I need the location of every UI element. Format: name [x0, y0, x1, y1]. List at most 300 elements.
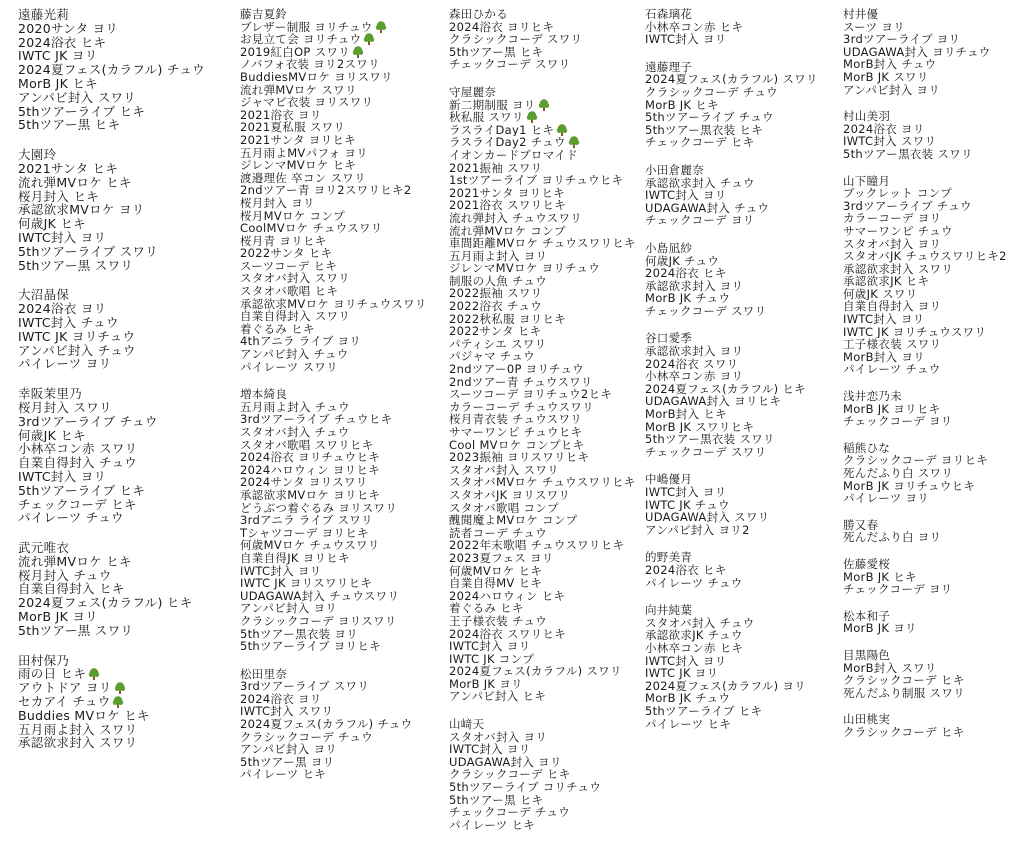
card-entry-text: IWTC JK ヨリ: [18, 49, 98, 64]
card-entry: [240, 71, 446, 84]
card-entry: [449, 502, 641, 515]
card-entry: [449, 640, 641, 653]
card-entry: [843, 622, 1024, 635]
card-entry: [645, 617, 838, 630]
card-entry: [18, 91, 232, 105]
card-entry-text: 5thツアー黒衣装 スワリ: [843, 147, 973, 161]
card-entry: [645, 345, 838, 358]
card-entry: [449, 149, 641, 162]
card-entry-text: 2021サンタ ヒキ: [18, 161, 119, 176]
card-entry: [18, 330, 232, 344]
card-entry-text: 何歳JK ヒキ: [18, 217, 86, 231]
card-entry: [449, 577, 641, 590]
card-entry-text: MorB JK ヒキ: [645, 98, 719, 112]
card-entry-text: MorB JK スワリ: [843, 70, 929, 84]
card-entry: [240, 693, 446, 706]
card-entry-text: クラシックコーデ ヒキ: [843, 725, 965, 739]
card-entry-text: IWTC封入 ヨリ: [645, 33, 727, 46]
member-name: 山下瞳月: [843, 174, 891, 188]
card-entry-text: ラスライDay1 ヒキ: [449, 123, 555, 137]
card-entry-text: 渡邉理佐 卒コン スワリ: [240, 171, 366, 185]
card-entry-text: クラシックコーデ ヒキ: [449, 768, 571, 782]
card-entry-text: スタオバ封入 スワリ: [240, 272, 350, 286]
tree-icon: [526, 111, 538, 123]
member-name: 小島凪紗: [645, 241, 693, 255]
card-entry: [449, 313, 641, 326]
card-entry: [645, 21, 838, 34]
card-entry: [449, 401, 641, 414]
card-entry-text: 2024サンタ ヨリスワリ: [240, 476, 368, 489]
card-entry-text: 2024夏フェス(カラフル) チュウ: [240, 718, 413, 731]
card-entry: [18, 555, 232, 569]
card-entry: [645, 421, 838, 434]
card-entry-text: 小林卒コン赤 ヒキ: [645, 20, 744, 34]
tree-icon: [112, 696, 124, 708]
card-entry-text: 醜聞魔よMVロケ コンプ: [449, 514, 578, 527]
card-entry-text: アンパビ封入 ヨリ2: [645, 523, 750, 537]
card-entry: [645, 395, 838, 408]
card-entry-text: IWTC JK ヨリ: [645, 667, 719, 680]
column-1: [18, 8, 232, 766]
member-block: [843, 442, 1024, 505]
card-entry: [449, 237, 641, 250]
card-entry: [240, 705, 446, 718]
card-entry-text: IWTC封入 ヨリ: [449, 640, 531, 653]
card-entry: [240, 577, 446, 590]
card-entry-text: 2024浴衣 ヒキ: [18, 35, 107, 50]
card-entry-text: 承認欲求MVロケ ヨリ: [18, 203, 145, 218]
card-entry: [240, 172, 446, 185]
card-entry-text: 2022年末歌唱 チュウスワリヒキ: [449, 539, 625, 552]
card-entry: [645, 408, 838, 421]
card-entry: [240, 743, 446, 756]
card-entry-text: 着ぐるみ ヒキ: [449, 602, 524, 615]
card-entry-text: IWTC JK ヨリチュウ: [18, 329, 136, 344]
card-entry-text: 2024夏フェス(カラフル) ヨリ: [645, 679, 806, 693]
card-entry-text: Cool MVロケ コンプヒキ: [449, 438, 585, 452]
card-entry: [843, 200, 1024, 213]
card-entry-text: 2021サンタ ヨリヒキ: [449, 186, 565, 200]
card-entry: [645, 486, 838, 499]
card-entry-text: 自業自得封入 ヒキ: [18, 582, 125, 597]
card-entry: [449, 262, 641, 275]
member-name: 浅井恋乃未: [843, 390, 902, 403]
card-entry: [18, 259, 232, 273]
member-name: 向井純葉: [645, 604, 693, 617]
card-entry-text: 2ndツアー青 チュウスワリ: [449, 375, 593, 389]
card-entry-text: アンパビ封入 スワリ: [18, 90, 137, 105]
card-entry: [240, 502, 446, 515]
card-entry: [449, 350, 641, 363]
card-entry: [240, 565, 446, 578]
card-entry-text: 流れ弾MVロケ スワリ: [240, 83, 357, 97]
card-entry: [240, 401, 446, 414]
card-entry-text: スーツ ヨリ: [843, 20, 905, 34]
member-name: 大沼晶保: [18, 288, 70, 303]
card-entry-text: 小林卒コン赤 ヒキ: [645, 641, 744, 655]
card-entry-text: MorB JK ヨリ: [843, 622, 917, 635]
card-entry-text: アンパビ封入 ヒキ: [449, 690, 547, 704]
card-entry-text: パティシエ スワリ: [449, 337, 547, 351]
card-entry-text: 自業自得JK ヨリヒキ: [240, 551, 350, 565]
card-entry-text: 桜月封入 ヨリ: [240, 196, 315, 210]
card-entry-text: 2024ハロウィン ヨリヒキ: [240, 463, 380, 477]
card-entry: [449, 413, 641, 426]
card-entry-text: 承認欲求封入 ヨリ: [645, 345, 744, 358]
card-entry-text: 五月雨よ封入 スワリ: [18, 722, 138, 737]
card-entry: [18, 695, 232, 709]
card-entry: [240, 615, 446, 628]
card-entry: [240, 718, 446, 731]
card-entry-text: ブレザー制服 ヨリチュウ: [240, 20, 373, 34]
card-entry: [843, 583, 1024, 596]
card-entry: [645, 124, 838, 137]
card-entry: [18, 316, 232, 330]
card-entry-text: パイレーツ チュウ: [645, 576, 743, 590]
card-entry: [843, 363, 1024, 376]
card-entry-text: 2022サンタ ヒキ: [240, 247, 333, 260]
card-entry: [843, 467, 1024, 480]
card-entry: [843, 58, 1024, 71]
card-entry: [449, 590, 641, 603]
member-name: 増本綺良: [240, 388, 288, 401]
member-name: 大園玲: [18, 148, 57, 162]
member-block: [843, 8, 1024, 96]
card-entry-text: IWTC JK チュウ: [645, 498, 730, 512]
card-entry: [449, 426, 641, 439]
card-entry: [449, 615, 641, 628]
card-entry-text: 2021浴衣 ヨリ: [240, 108, 322, 122]
card-entry: [240, 298, 446, 311]
card-entry: [449, 162, 641, 175]
card-entry: [843, 187, 1024, 200]
member-block: [18, 148, 232, 272]
member-block: [240, 388, 446, 652]
card-entry-text: 五月雨よ封入 チュウ: [240, 400, 350, 414]
card-entry-text: サマーワンピ チュウヒキ: [449, 426, 583, 439]
card-entry-text: 3rdツアーライブ チュウ: [843, 199, 972, 213]
card-entry: [18, 484, 232, 498]
card-entry: [843, 33, 1024, 46]
card-entry-text: 承認欲求JK チュウ: [645, 629, 743, 642]
card-entry: [449, 363, 641, 376]
card-entry: [843, 531, 1024, 544]
card-entry-text: イオンカードブロマイド: [449, 148, 578, 162]
card-entry-text: 承認欲求MVロケ ヨリチュウスワリ: [240, 297, 427, 311]
card-entry: [449, 768, 641, 781]
card-entry: [18, 596, 232, 610]
card-entry: [449, 756, 641, 769]
card-entry: [645, 705, 838, 718]
card-entry-text: 3rdツアーライブ スワリ: [240, 680, 370, 693]
member-name: 石森璃花: [645, 8, 693, 21]
card-entry-text: 2024ハロウィン ヒキ: [449, 589, 566, 603]
member-name: 佐藤愛桜: [843, 557, 891, 571]
card-entry-text: 5thツアーライブ コリチュウ: [449, 781, 602, 794]
member-name: 小田倉麗奈: [645, 163, 704, 177]
card-entry-text: 工子様衣装 スワリ: [843, 338, 942, 351]
card-entry: [843, 571, 1024, 584]
card-entry-text: クラシックコーデ チュウ: [240, 730, 373, 744]
card-entry-text: 桜月封入 ヒキ: [18, 189, 100, 204]
member-block: [843, 610, 1024, 635]
card-entry-text: Buddies MVロケ ヒキ: [18, 708, 150, 723]
card-entry: [240, 514, 446, 527]
member-name: 目黒陽色: [843, 648, 891, 662]
column-3: [449, 8, 641, 846]
card-entry: [645, 524, 838, 537]
card-entry: [18, 105, 232, 119]
card-entry: [449, 602, 641, 615]
member-block: [645, 473, 838, 536]
card-entry-text: 2021サンタ ヨリヒキ: [240, 133, 356, 147]
card-entry: [449, 275, 641, 288]
card-entry-text: クラシックコーデ ヒキ: [843, 674, 965, 687]
card-entry: [449, 539, 641, 552]
card-entry: [449, 187, 641, 200]
card-entry-text: ジレンマMVロケ ヒキ: [240, 159, 357, 172]
card-entry-text: ラスライDay2 チュウ: [449, 136, 566, 149]
card-entry-text: スタオバJK チュウスワリヒキ2: [843, 250, 1007, 263]
card-entry-text: 5thツアー黒 ヨリ: [240, 755, 335, 769]
card-entry: [843, 21, 1024, 34]
card-entry-text: ジャマビ衣装 ヨリスワリ: [240, 96, 374, 109]
card-entry-text: パイレーツ ヒキ: [240, 768, 327, 782]
column-5: [843, 8, 1024, 753]
card-entry: [449, 628, 641, 641]
card-entry: [18, 511, 232, 525]
card-entry-text: アンパビ封入 ヨリ: [843, 83, 941, 97]
card-entry-text: カラーコーデ ヨリ: [843, 212, 942, 225]
card-entry-text: 流れ弾MVロケ ヒキ: [18, 554, 132, 569]
card-entry: [645, 692, 838, 705]
card-entry-text: CoolMVロケ チュウスワリ: [240, 222, 383, 235]
card-entry-text: 5thツアーライブ ヨリヒキ: [240, 640, 381, 653]
member-name: 遠藤理子: [645, 60, 693, 74]
card-entry: [449, 325, 641, 338]
card-entry-text: 桜月封入 チュウ: [18, 568, 112, 583]
card-entry-text: 雨の日 ヒキ: [18, 667, 87, 682]
member-name: 稲熊ひな: [843, 441, 891, 455]
tree-icon: [88, 668, 100, 680]
card-entry-text: ノバフォ衣装 ヨリ2スワリ: [240, 58, 380, 71]
card-entry-text: 5thツアー黒 スワリ: [18, 623, 134, 638]
card-entry-text: 2021浴衣 スワリヒキ: [449, 199, 567, 212]
card-entry-text: 何歳JK スワリ: [843, 287, 918, 301]
card-entry: [18, 429, 232, 443]
card-entry-text: 2021夏私服 スワリ: [240, 121, 346, 134]
card-entry-text: UDAGAWA封入 チュウ: [645, 201, 770, 215]
tree-icon: [538, 99, 550, 111]
card-entry: [843, 674, 1024, 687]
card-entry: [18, 176, 232, 190]
card-entry-text: 2022サンタ ヒキ: [449, 325, 542, 338]
card-entry: [449, 527, 641, 540]
card-entry: [449, 58, 641, 71]
card-entry: [240, 235, 446, 248]
card-entry-text: 何歳MVロケ チュウスワリ: [240, 539, 380, 552]
card-entry: [843, 238, 1024, 251]
card-entry: [843, 480, 1024, 493]
card-entry-text: 1stツアーライブ ヨリチュウヒキ: [449, 174, 624, 187]
card-entry-text: アウトドア ヨリ: [18, 681, 112, 696]
card-entry: [645, 99, 838, 112]
card-entry-text: お見立て会 ヨリチュウ: [240, 33, 362, 46]
card-entry-text: チェックコーデ スワリ: [645, 304, 767, 318]
card-entry-text: 着ぐるみ ヒキ: [240, 322, 315, 336]
card-entry-text: IWTC封入 チュウ: [18, 315, 119, 330]
card-entry: [18, 245, 232, 259]
card-entry: [18, 736, 232, 750]
card-entry: [240, 451, 446, 464]
member-block: [645, 164, 838, 227]
card-entry: [240, 210, 446, 223]
card-entry-text: IWTC封入 ヨリ: [240, 564, 322, 578]
card-entry: [240, 260, 446, 273]
card-entry-text: クラシックコーデ ヨリヒキ: [843, 454, 989, 467]
card-entry-text: セカアイ チュウ: [18, 695, 111, 709]
card-entry: [645, 111, 838, 124]
card-entry-text: 5thツアー黒 ヒキ: [449, 45, 544, 59]
card-entry-text: スタオバ封入 ヨリ: [843, 237, 942, 251]
card-entry-text: IWTC封入 ヨリ: [18, 469, 107, 484]
card-entry: [449, 250, 641, 263]
card-entry: [449, 136, 641, 149]
tree-icon: [556, 124, 568, 136]
card-entry: [843, 403, 1024, 416]
card-entry-text: 承認欲求封入 チュウ: [645, 176, 755, 190]
card-entry: [645, 680, 838, 693]
member-name: 山田桃実: [843, 713, 891, 726]
card-entry-text: クラシックコーデ チュウ: [645, 85, 778, 99]
tree-icon: [114, 682, 126, 694]
card-entry-text: MorB JK ヒキ: [843, 570, 917, 584]
card-entry-text: パイレーツ ヨリ: [18, 357, 112, 372]
card-entry-text: IWTC封入 ヨリ: [645, 486, 727, 499]
card-entry-text: MorB JK スワリヒキ: [645, 420, 755, 434]
card-entry-text: 承認欲求封入 スワリ: [843, 262, 954, 276]
card-entry-text: 4thアニラ ライブ ヨリ: [240, 335, 362, 349]
card-entry: [18, 709, 232, 723]
card-entry-text: 2024夏フェス(カラフル) ヒキ: [18, 596, 193, 611]
card-entry: [240, 602, 446, 615]
card-entry-text: どうぶつ着ぐるみ ヨリスワリ: [240, 501, 398, 515]
card-entry: [449, 794, 641, 807]
card-entry: [449, 678, 641, 691]
card-entry-text: 2024浴衣 ヨリ: [18, 302, 107, 316]
card-entry-text: スタオバ封入 チュウ: [645, 616, 755, 630]
member-block: [18, 288, 232, 371]
card-entry: [449, 338, 641, 351]
member-block: [18, 387, 232, 525]
card-entry-text: 5thツアー黒衣装 ヒキ: [645, 123, 764, 137]
card-entry-text: スタオバJK ヨリスワリ: [449, 488, 571, 502]
card-entry: [645, 564, 838, 577]
card-entry: [645, 33, 838, 46]
card-entry: [18, 49, 232, 63]
card-entry: [843, 275, 1024, 288]
card-entry: [843, 212, 1024, 225]
card-entry: [18, 401, 232, 415]
card-entry-text: 5thツアー黒 ヒキ: [18, 118, 121, 133]
tree-icon: [375, 21, 387, 33]
card-entry-text: 2024浴衣 ヨリ: [843, 122, 925, 136]
card-entry-text: パイレーツ ヒキ: [449, 818, 536, 832]
tree-icon: [568, 136, 580, 148]
card-entry-text: 自業自得封入 ヨリ: [843, 300, 942, 314]
card-entry: [240, 197, 446, 210]
card-entry-text: MorB JK チュウ: [645, 292, 731, 305]
card-entry: [843, 415, 1024, 428]
card-entry-text: 2024浴衣 ヒキ: [645, 563, 727, 577]
member-block: [843, 558, 1024, 596]
card-entry: [645, 136, 838, 149]
member-name: 武元唯衣: [18, 541, 70, 555]
card-entry-text: 桜月封入 スワリ: [18, 400, 112, 415]
member-name: 中嶋優月: [645, 473, 693, 486]
card-entry-text: 2022振袖 スワリ: [449, 287, 543, 301]
card-entry-text: 流れ弾封入 チュウスワリ: [449, 211, 583, 225]
card-entry: [645, 655, 838, 668]
card-entry: [18, 162, 232, 176]
card-entry-text: アンパビ封入 ヨリ: [240, 602, 338, 615]
card-entry: [645, 177, 838, 190]
card-entry-text: クラシックコーデ ヨリスワリ: [240, 614, 397, 628]
card-entry-text: 3rdアニラ ライブ スワリ: [240, 514, 373, 527]
card-entry-text: 2024浴衣 ヒキ: [645, 267, 727, 280]
member-block: [843, 110, 1024, 160]
card-entry-text: IWTC封入 ヨリ: [843, 313, 925, 326]
card-entry: [240, 756, 446, 769]
card-entry-text: IWTC封入 ヨリ: [449, 743, 531, 756]
card-entry: [240, 413, 446, 426]
card-entry-text: アンパビ封入 チュウ: [240, 348, 349, 361]
card-entry: [18, 723, 232, 737]
card-entry-text: 承認欲求封入 ヨリ: [645, 279, 744, 293]
card-entry: [645, 370, 838, 383]
card-entry: [449, 653, 641, 666]
card-entry-text: 承認欲求MVロケ ヨリヒキ: [240, 488, 381, 502]
card-entry: [240, 285, 446, 298]
card-entry: [240, 552, 446, 565]
card-entry-text: 自業自得封入 チュウ: [18, 456, 138, 470]
card-entry: [645, 73, 838, 86]
card-entry: [645, 642, 838, 655]
card-entry: [240, 680, 446, 693]
card-entry-text: 5thツアー黒衣装 ヨリ: [240, 627, 359, 641]
card-entry: [240, 21, 446, 34]
card-entry: [240, 628, 446, 641]
card-entry: [645, 499, 838, 512]
member-name: 的野美青: [645, 551, 693, 564]
card-entry-text: IWTC JK コンプ: [449, 652, 535, 666]
member-block: [240, 668, 446, 781]
card-entry: [449, 464, 641, 477]
card-entry-text: 新二期制服 ヨリ: [449, 98, 536, 112]
card-entry: [240, 439, 446, 452]
card-entry: [18, 77, 232, 91]
card-entry-text: 2020サンタ ヨリ: [18, 21, 119, 36]
card-entry-text: チェックコーデ チュウ: [449, 806, 571, 819]
member-block: [645, 332, 838, 458]
card-entry: [18, 63, 232, 77]
card-entry-text: 五月雨よ封入 ヨリ: [449, 249, 548, 263]
card-entry: [449, 46, 641, 59]
card-entry-text: サマーワンピ チュウ: [843, 224, 953, 238]
card-entry-text: 小林卒コン赤 ヨリ: [645, 370, 744, 383]
card-entry: [843, 135, 1024, 148]
card-entry: [18, 118, 232, 132]
